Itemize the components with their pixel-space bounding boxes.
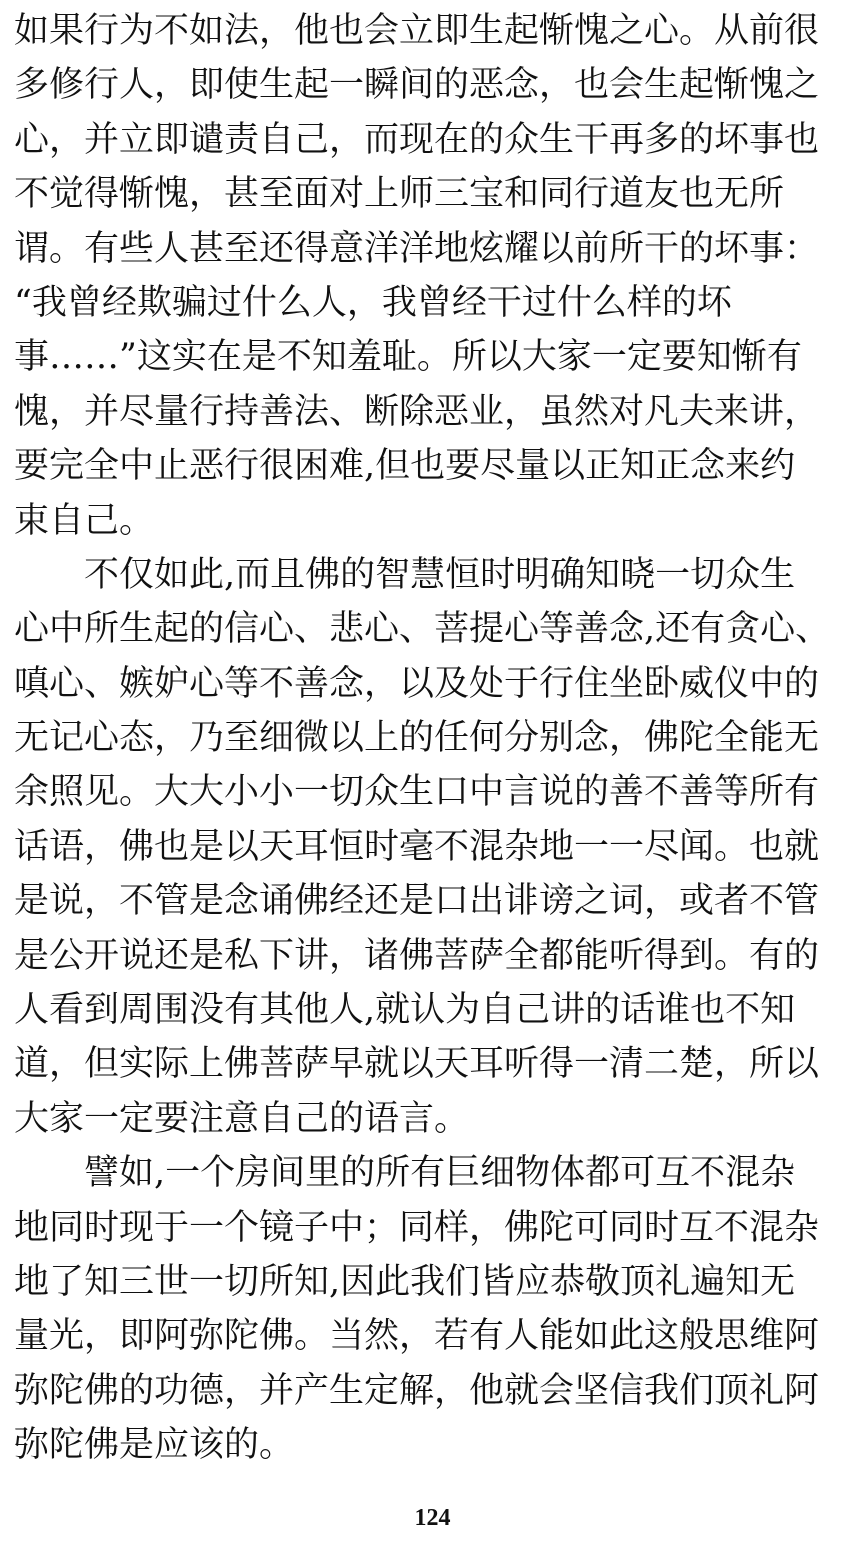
text-line: 心，并立即谴责自己，而现在的众生干再多的坏事也 [14, 119, 820, 160]
text-line: 无记心态，乃至细微以上的任何分别念，佛陀全能无 [14, 718, 820, 759]
text-line: 不觉得惭愧，甚至面对上师三宝和同行道友也无所 [14, 174, 785, 215]
text-line: 嗔心、嫉妒心等不善念，以及处于行住坐卧威仪中的 [14, 663, 820, 704]
body-text [14, 4, 854, 1473]
text-line: 弥陀佛的功德，并产生定解，他就会坚信我们顶礼阿 [14, 1370, 820, 1411]
text-line: 譬如,一个房间里的所有巨细物体都可互不混杂 [14, 1153, 796, 1194]
text-line: 心中所生起的信心、悲心、菩提心等善念,还有贪心、 [14, 609, 831, 650]
text-line: 多修行人，即使生起一瞬间的恶念，也会生起惭愧之 [14, 65, 820, 106]
text-line: 如果行为不如法，他也会立即生起惭愧之心。从前很 [14, 11, 820, 51]
text-line: 是说，不管是念诵佛经还是口出诽谤之词，或者不管 [14, 881, 820, 922]
text-line: 要完全中止恶行很困难,但也要尽量以正知正念来约 [14, 446, 796, 487]
text-line: 余照见。大大小小一切众生口中言说的善不善等所有 [14, 772, 820, 813]
text-line: 地了知三世一切所知,因此我们皆应恭敬顶礼遍知无 [14, 1261, 796, 1302]
text-line: 事……”这实在是不知羞耻。所以大家一定要知惭有 [14, 337, 802, 378]
text-line: 大家一定要注意自己的语言。 [14, 1098, 470, 1139]
text-line: “我曾经欺骗过什么人，我曾经干过什么样的坏 [14, 282, 732, 323]
text-line: 愧，并尽量行持善法、断除恶业，虽然对凡夫来讲， [14, 391, 820, 432]
text-line: 人看到周围没有其他人,就认为自己讲的话谁也不知 [14, 990, 796, 1031]
text-line: 话语，佛也是以天耳恒时毫不混杂地一一尽闻。也就 [14, 826, 820, 867]
text-line: 弥陀佛是应该的。 [14, 1425, 295, 1466]
page-number: 124 [414, 1505, 451, 1531]
text-line: 是公开说还是私下讲，诸佛菩萨全都能听得到。有的 [14, 935, 820, 976]
text-line: 不仅如此,而且佛的智慧恒时明确知晓一切众生 [14, 554, 796, 595]
text-line: 道，但实际上佛菩萨早就以天耳听得一清二楚，所以 [14, 1044, 820, 1085]
text-line: 束自己。 [14, 500, 155, 541]
text-line: 谓。有些人甚至还得意洋洋地炫耀以前所干的坏事： [14, 228, 820, 269]
text-line: 量光，即阿弥陀佛。当然，若有人能如此这般思维阿 [14, 1316, 820, 1357]
text-line: 地同时现于一个镜子中；同样，佛陀可同时互不混杂 [14, 1207, 820, 1248]
